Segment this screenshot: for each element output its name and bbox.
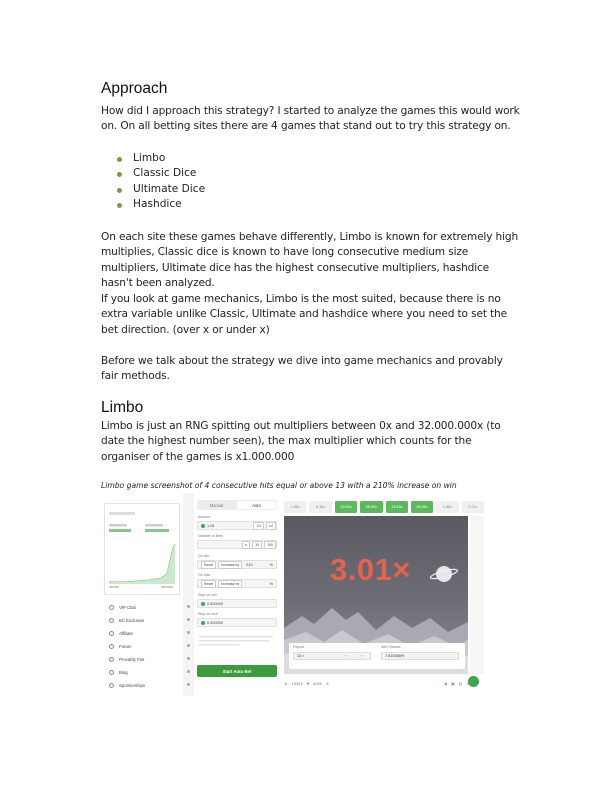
history-chip: 3.01x [462, 501, 484, 513]
tool-icon[interactable] [187, 644, 190, 647]
sidebar-item-vip-club[interactable]: VIP Club [101, 601, 183, 614]
history-chip: 2.85x [284, 501, 306, 513]
tool-icon[interactable] [187, 618, 190, 621]
sidebar-item-bc-exclusive[interactable]: BC Exclusive [101, 614, 183, 627]
amount-label: Amount [198, 515, 211, 519]
sound-icon[interactable]: ◀ [443, 680, 447, 686]
game-side-controls [470, 516, 484, 674]
notice-text [197, 633, 277, 651]
sidebar-menu [101, 601, 183, 692]
half-button[interactable]: 1/2 [253, 522, 264, 530]
start-auto-bet-button[interactable]: Start Auto Bet [197, 665, 277, 677]
list-item: Hashdice [114, 197, 205, 212]
sidebar-item-blog[interactable]: Blog [101, 666, 183, 679]
on-loss-label: On loss [198, 573, 211, 577]
stop-win-field[interactable]: 0.000000 [197, 599, 277, 608]
bets-field[interactable] [197, 540, 277, 549]
approach-heading: Approach [101, 80, 168, 97]
heart-icon[interactable]: ♥ [306, 680, 310, 686]
coin-icon [201, 602, 205, 606]
chat-icon [109, 644, 114, 649]
chevron-left-icon[interactable]: ‹ [345, 654, 347, 658]
sidebar-item-sponsorships[interactable]: Sponsorships [101, 679, 183, 692]
profit-chart [105, 504, 179, 594]
approach-paragraph-3: If you look at game mechanics, Limbo is the most suited, because there is no extra variable unlike Classic, Ultimate and hashdice where you need to set the bet direction. (over x or under x) [101, 293, 507, 336]
game-scene [284, 516, 468, 674]
limbo-game-area [281, 493, 486, 696]
bets-label: Number of Bets [198, 534, 223, 538]
payout-label: Payout [293, 645, 305, 649]
shield-icon [109, 657, 114, 662]
tab-manual[interactable]: Manual [209, 502, 224, 508]
double-button[interactable]: x2 [266, 522, 276, 530]
share-icon[interactable]: ➤ [326, 680, 330, 686]
history-chip: 28.65x [411, 501, 433, 513]
stop-loss-field[interactable]: 0.000000 [197, 618, 277, 627]
bet-panel [194, 493, 281, 696]
history-chip: 36.53x [360, 501, 382, 513]
limbo-paragraph-1: Limbo is just an RNG spitting out multipliers between 0x and 32.000.000x (to date the highest number seen), the max multiplier which counts for the organiser of the games is x1.000.000 [101, 420, 501, 463]
handshake-icon [109, 683, 114, 688]
sidebar-item-forum[interactable]: Forum [101, 640, 183, 653]
users-icon [109, 631, 114, 636]
chat-fab-button[interactable] [468, 676, 479, 687]
history-chip: 13.53x [386, 501, 408, 513]
on-loss-reset-button[interactable]: Reset [201, 580, 216, 588]
payout-field[interactable]: 13 × ‹ › [293, 652, 371, 660]
game-footer: ★ 19345 ♥ 6290 ➤ ◀ ▣ ▤ [284, 676, 484, 690]
multiplier-history [284, 501, 484, 513]
site-sidebar [101, 493, 184, 696]
sidebar-item-affiliate[interactable]: Affiliate [101, 627, 183, 640]
star-icon [109, 618, 114, 623]
list-item: Ultimate Dice [114, 182, 205, 197]
tool-icon[interactable] [187, 605, 190, 608]
profit-chart-card [104, 503, 180, 595]
tab-auto[interactable]: Auto [237, 501, 276, 509]
tool-icon[interactable] [187, 631, 190, 634]
sidebar-item-provably-fair[interactable]: Provably Fair [101, 653, 183, 666]
games-list [114, 151, 205, 213]
list-item: Limbo [114, 151, 205, 166]
hotkey-icon[interactable]: ▣ [450, 680, 455, 686]
blog-icon [109, 670, 114, 675]
bet-mode-tabs [197, 500, 277, 510]
bets-infinite-button[interactable]: ∞ [242, 541, 251, 549]
list-item: Classic Dice [114, 166, 205, 181]
coin-icon [201, 621, 205, 625]
tool-icon[interactable] [187, 683, 190, 686]
on-loss-increase-button[interactable]: Increase by [218, 580, 242, 588]
on-loss-field[interactable]: Reset Increase by % [197, 579, 277, 588]
limbo-screenshot [101, 493, 486, 696]
limbo-heading: Limbo [101, 399, 144, 416]
coin-icon [201, 524, 205, 528]
bets-100-button[interactable]: 100 [264, 541, 276, 549]
win-chance-label: Win Chance [381, 645, 401, 649]
chevron-right-icon[interactable]: › [360, 654, 362, 658]
on-win-reset-button[interactable]: Reset [201, 561, 216, 569]
history-chip: 19.53x [335, 501, 357, 513]
on-win-label: On win [198, 554, 210, 558]
tool-icon[interactable] [187, 670, 190, 673]
approach-paragraph-1: How did I approach this strategy? I started to analyze the games this would work on. On all betting sites there are 4 games that stand out to try this strategy on. [101, 105, 520, 133]
payout-panel [289, 643, 465, 669]
current-multiplier: 3.01× [330, 552, 411, 587]
on-win-increase-button[interactable]: Increase by [218, 561, 242, 569]
stats-icon[interactable]: ▤ [458, 680, 463, 686]
win-chance-field[interactable]: 7.615385% [381, 652, 459, 660]
approach-paragraph-4: Before we talk about the strategy we dive into game mechanics and provably fair methods. [101, 355, 503, 383]
history-chip: 8.35x [309, 501, 331, 513]
bets-10-button[interactable]: 10 [252, 541, 262, 549]
figure-caption: Limbo game screenshot of 4 consecutive hits equal or above 13 with a 210% increase on win [101, 481, 457, 490]
amount-field[interactable]: 1.28 1/2 x2 [197, 521, 277, 530]
tool-icon[interactable] [187, 657, 190, 660]
star-icon[interactable]: ★ [284, 680, 288, 686]
crown-icon [109, 605, 114, 610]
on-win-field[interactable]: Reset Increase by 210 % [197, 560, 277, 569]
history-chip: 1.85x [436, 501, 458, 513]
stop-loss-label: Stop on lose [198, 612, 218, 616]
stop-win-label: Stop on win [198, 593, 217, 597]
approach-paragraph-2: On each site these games behave differently, Limbo is known for extremely high multiplies, Classic dice is known to have long consecutive medium size multipliers, Ultimate dice has the highest consecutive multipliers, hashdice hasn't been analyzed. [101, 231, 519, 290]
